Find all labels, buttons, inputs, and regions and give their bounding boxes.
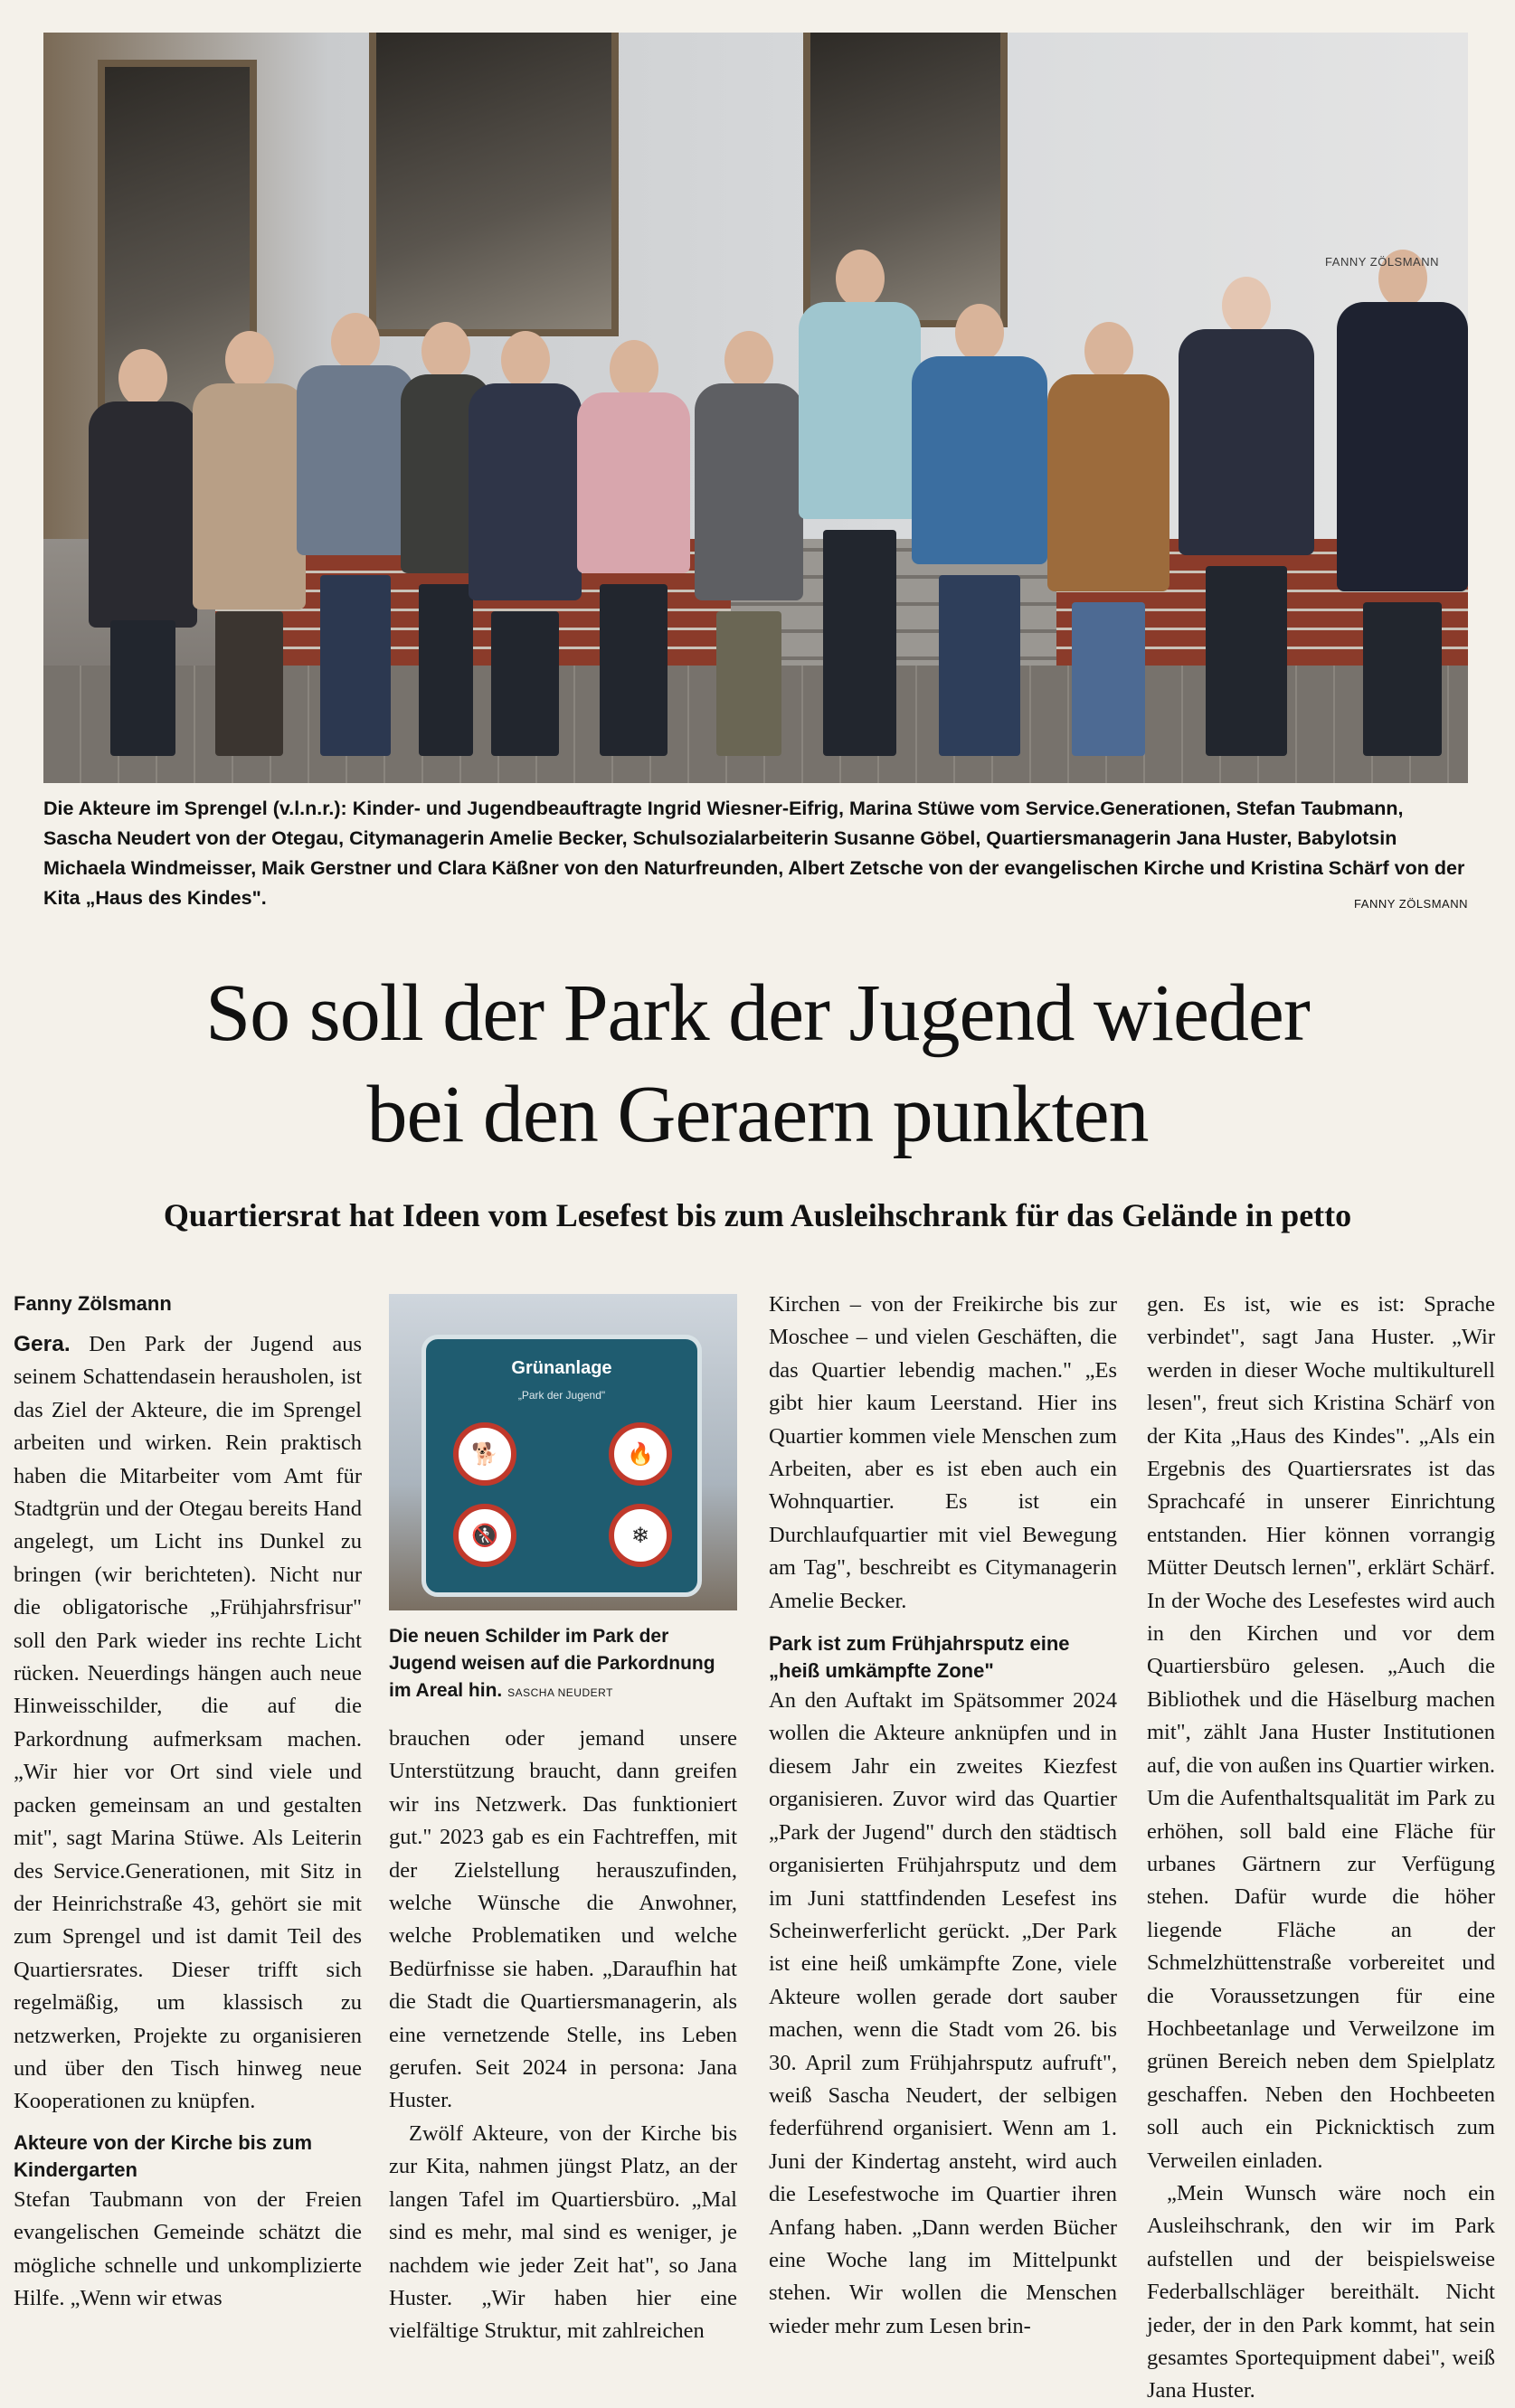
- person-figure: [799, 250, 921, 756]
- photo-caption-credit: FANNY ZÖLSMANN: [1354, 897, 1468, 911]
- sign-subtitle: „Park der Jugend": [517, 1389, 606, 1402]
- person-figure: [89, 349, 197, 756]
- park-sign-photo: [389, 1294, 737, 1610]
- photo-caption-text: Die Akteure im Sprengel (v.l.n.r.): Kinder- und Jugendbeauftragte Ingrid Wiesner-Eifrig, Marina Stüwe vom Service.Generationen, Stefan Taubmann, Sascha Neudert von der Otegau, Citymanagerin Amelie Becker, Schulsozialarbeiterin Susanne Göbel, Quartiersmanagerin Jana Huster, Babylotsin Michaela Windmeisser, Maik Gerstner und Clara Käßner von den Naturfreunden, Albert Zetsche von der evangelischen Kirche und Kristina Schärf von der Kita „Haus des Kindes".: [43, 798, 1465, 909]
- no-climbing-icon: 🚷: [453, 1504, 516, 1567]
- campfire-icon: 🔥: [609, 1422, 672, 1486]
- person-figure: [1179, 277, 1314, 756]
- snowflake-icon: ❄: [609, 1504, 672, 1567]
- image-caption-text: Die neuen Schilder im Park der Jugend weisen auf die Parkordnung im Areal hin.: [389, 1626, 715, 1701]
- subheading: Akteure von der Kirche bis zum Kindergarten: [14, 2130, 313, 2181]
- dog-icon: 🐕: [453, 1422, 516, 1486]
- article-column-3: [769, 1289, 1117, 2343]
- person-figure: [695, 331, 803, 756]
- paragraph: gen. Es ist, wie es ist: Sprache verbindet", sagt Jana Huster. „Wir werden in dieser Woche multikulturell lesen", freut sich Kristina Schärf von der Kita „Haus des Kindes". „Als ein Ergebnis des Quartiersrates ist das Sprachcafé in unserer Einrichtung entstanden. Hier können vorrangig Mütter Deutsch lernen", erklärt Schärf. In der Woche des Lesefestes wird auch in den Kirchen und vor dem Quartiersbüro gelesen. „Auch die Bibliothek und die Häselburg machen mit", zählt Jana Huster Institutionen auf, die von außen ins Quartier wirken. Um die Aufenthaltsqualität im Park zu erhöhen, soll bald eine Fläche für urbanes Gärtnern zur Verfügung stehen. Dafür wurde die höher liegende Fläche an der Schmelzhüttenstraße vorbereitet und die Voraussetzungen für eine Hochbeetanlage und Verweilzone im grünen Bereich neben dem Spielplatz geschaffen. Neben den Hochbeeten soll auch ein Picknicktisch zum Verweilen einladen.: [1147, 1292, 1495, 2173]
- article-column-2: [389, 1289, 737, 2348]
- paragraph: Stefan Taubmann von der Freien evangelischen Gemeinde schätzt die mögliche schnelle und unkomplizierte Hilfe. „Wenn wir etwas: [14, 2186, 362, 2310]
- person-figure: [912, 304, 1047, 756]
- paragraph: [14, 1328, 362, 2119]
- paragraph: „Mein Wunsch wäre noch ein Ausleihschrank, den wir im Park aufstellen und der beispielsweise Federballschläger bereithält. Nicht jeder, der in den Park kommt, hat sein gesamtes Sportequipment dabei", weiß Jana Huster.: [1147, 2180, 1495, 2403]
- person-figure: [297, 313, 414, 756]
- paragraph: Zwölf Akteure, von der Kirche bis zur Kita, nahmen jüngst Platz, an der langen Tafel im Quartiersbüro. „Mal sind es mehr, mal sind es weniger, je nachdem wie jeder Zeit hat", so Jana Huster. „Wir haben hier eine vielfältige Struktur, mit zahlreichen: [389, 2120, 737, 2344]
- subheading: Park ist zum Frühjahrsputz eine „heiß umkämpfte Zone": [769, 1632, 1070, 1683]
- paragraph-text: Den Park der Jugend aus seinem Schattendasein herausholen, ist das Ziel der Akteure, die im Sprengel arbeiten und wirken. Rein praktisch haben die Mitarbeiter vom Amt für Stadtgrün und der Otegau bereits Hand angelegt, um Licht ins Dunkel zu bringen (wir berichteten). Nicht nur die obligatorische „Frühjahrsfrisur" soll den Park wieder ins rechte Licht rücken. Neuerdings hängen auch neue Hinweisschilder, die auf die Parkordnung aufmerksam machen. „Wir hier vor Ort sind viele und packen gemeinsam an und gestalten mit", sagt Marina Stüwe. Als Leiterin des Service.Generationen, mit Sitz in der Heinrichstraße 43, gehört sie mit zum Sprengel und ist damit Teil des Quartiersrates. Dieser trifft sich regelmäßig, um klassisch zu netzwerken, Projekte zu organisieren und über den Tisch hinweg neue Kooperationen zu knüpfen.: [14, 1332, 362, 2114]
- person-figure: [193, 331, 306, 756]
- paragraph: brauchen oder jemand unsere Unterstützung braucht, dann greifen wir ins Netzwerk. Das funktioniert gut." 2023 gab es ein Fachtreffen, mit der Zielstellung herauszufinden, welche Wünsche die Anwohner, welche Problematiken und welche Bedürfnisse sie haben. „Daraufhin hat die Stadt die Quartiersmanagerin, als eine vernetzende Stelle, ins Leben gerufen. Seit 2024 in persona: Jana Huster.: [389, 1726, 737, 2113]
- sign-title: Grünanlage: [511, 1358, 612, 1378]
- article-column-4: [1147, 1289, 1495, 2408]
- image-caption: [389, 1623, 737, 1706]
- photo-credit: FANNY ZÖLSMANN: [1325, 255, 1439, 269]
- headline-line: So soll der Park der Jugend wieder: [205, 968, 1310, 1058]
- person-figure: [1337, 250, 1468, 756]
- building-window: [369, 33, 619, 336]
- person-figure: [469, 331, 582, 756]
- headline: [36, 963, 1479, 1166]
- image-credit: SASCHA NEUDERT: [507, 1686, 613, 1699]
- group-photo: [43, 33, 1468, 783]
- author-byline: Fanny Zölsmann: [14, 1292, 172, 1315]
- photo-caption: [43, 794, 1468, 919]
- park-sign: [421, 1335, 702, 1597]
- paragraph: An den Auftakt im Spätsommer 2024 wollen die Akteure anknüpfen und in diesem Jahr ein zweites Kiezfest organisieren. Zuvor wird das Quartier „Park der Jugend" durch den städtisch organisierten Frühjahrsputz und dem im Juni stattfindenden Lesefest ins Scheinwerferlicht gerückt. „Der Park ist eine heiß umkämpfte Zone, viele Akteure wollen gerade dort sauber machen, wenn die Stadt vom 26. bis 30. April zum Frühjahrsputz aufruft", weiß Sascha Neudert, der selbigen federführend organisiert. Wenn am 1. Juni der Kindertag ansteht, wird auch die Lesefestwoche im Quartier ihren Anfang haben. „Dann werden Bücher eine Woche lang im Mittelpunkt stehen. Wir wollen die Menschen wieder mehr zum Lesen brin-: [769, 1688, 1117, 2338]
- person-figure: [1047, 322, 1169, 756]
- person-figure: [577, 340, 690, 756]
- subheadline: Quartiersrat hat Ideen vom Lesefest bis zum Ausleihschrank für das Gelände in petto: [163, 1197, 1352, 1233]
- dateline: Gera.: [14, 1332, 71, 1356]
- article-column-1: [14, 1289, 362, 2315]
- paragraph: Kirchen – von der Freikirche bis zur Moschee – und vielen Geschäften, die das Quartier lebendig machen." „Es gibt hier kaum Leerstand. Hier ins Quartier kommen viele Menschen zum Arbeiten, aber es ist eben auch ein Wohnquartier. Es ist ein Durchlaufquartier mit viel Bewegung am Tag", beschreibt es Citymanagerin Amelie Becker.: [769, 1292, 1117, 1613]
- headline-line: bei den Geraern punkten: [366, 1070, 1149, 1159]
